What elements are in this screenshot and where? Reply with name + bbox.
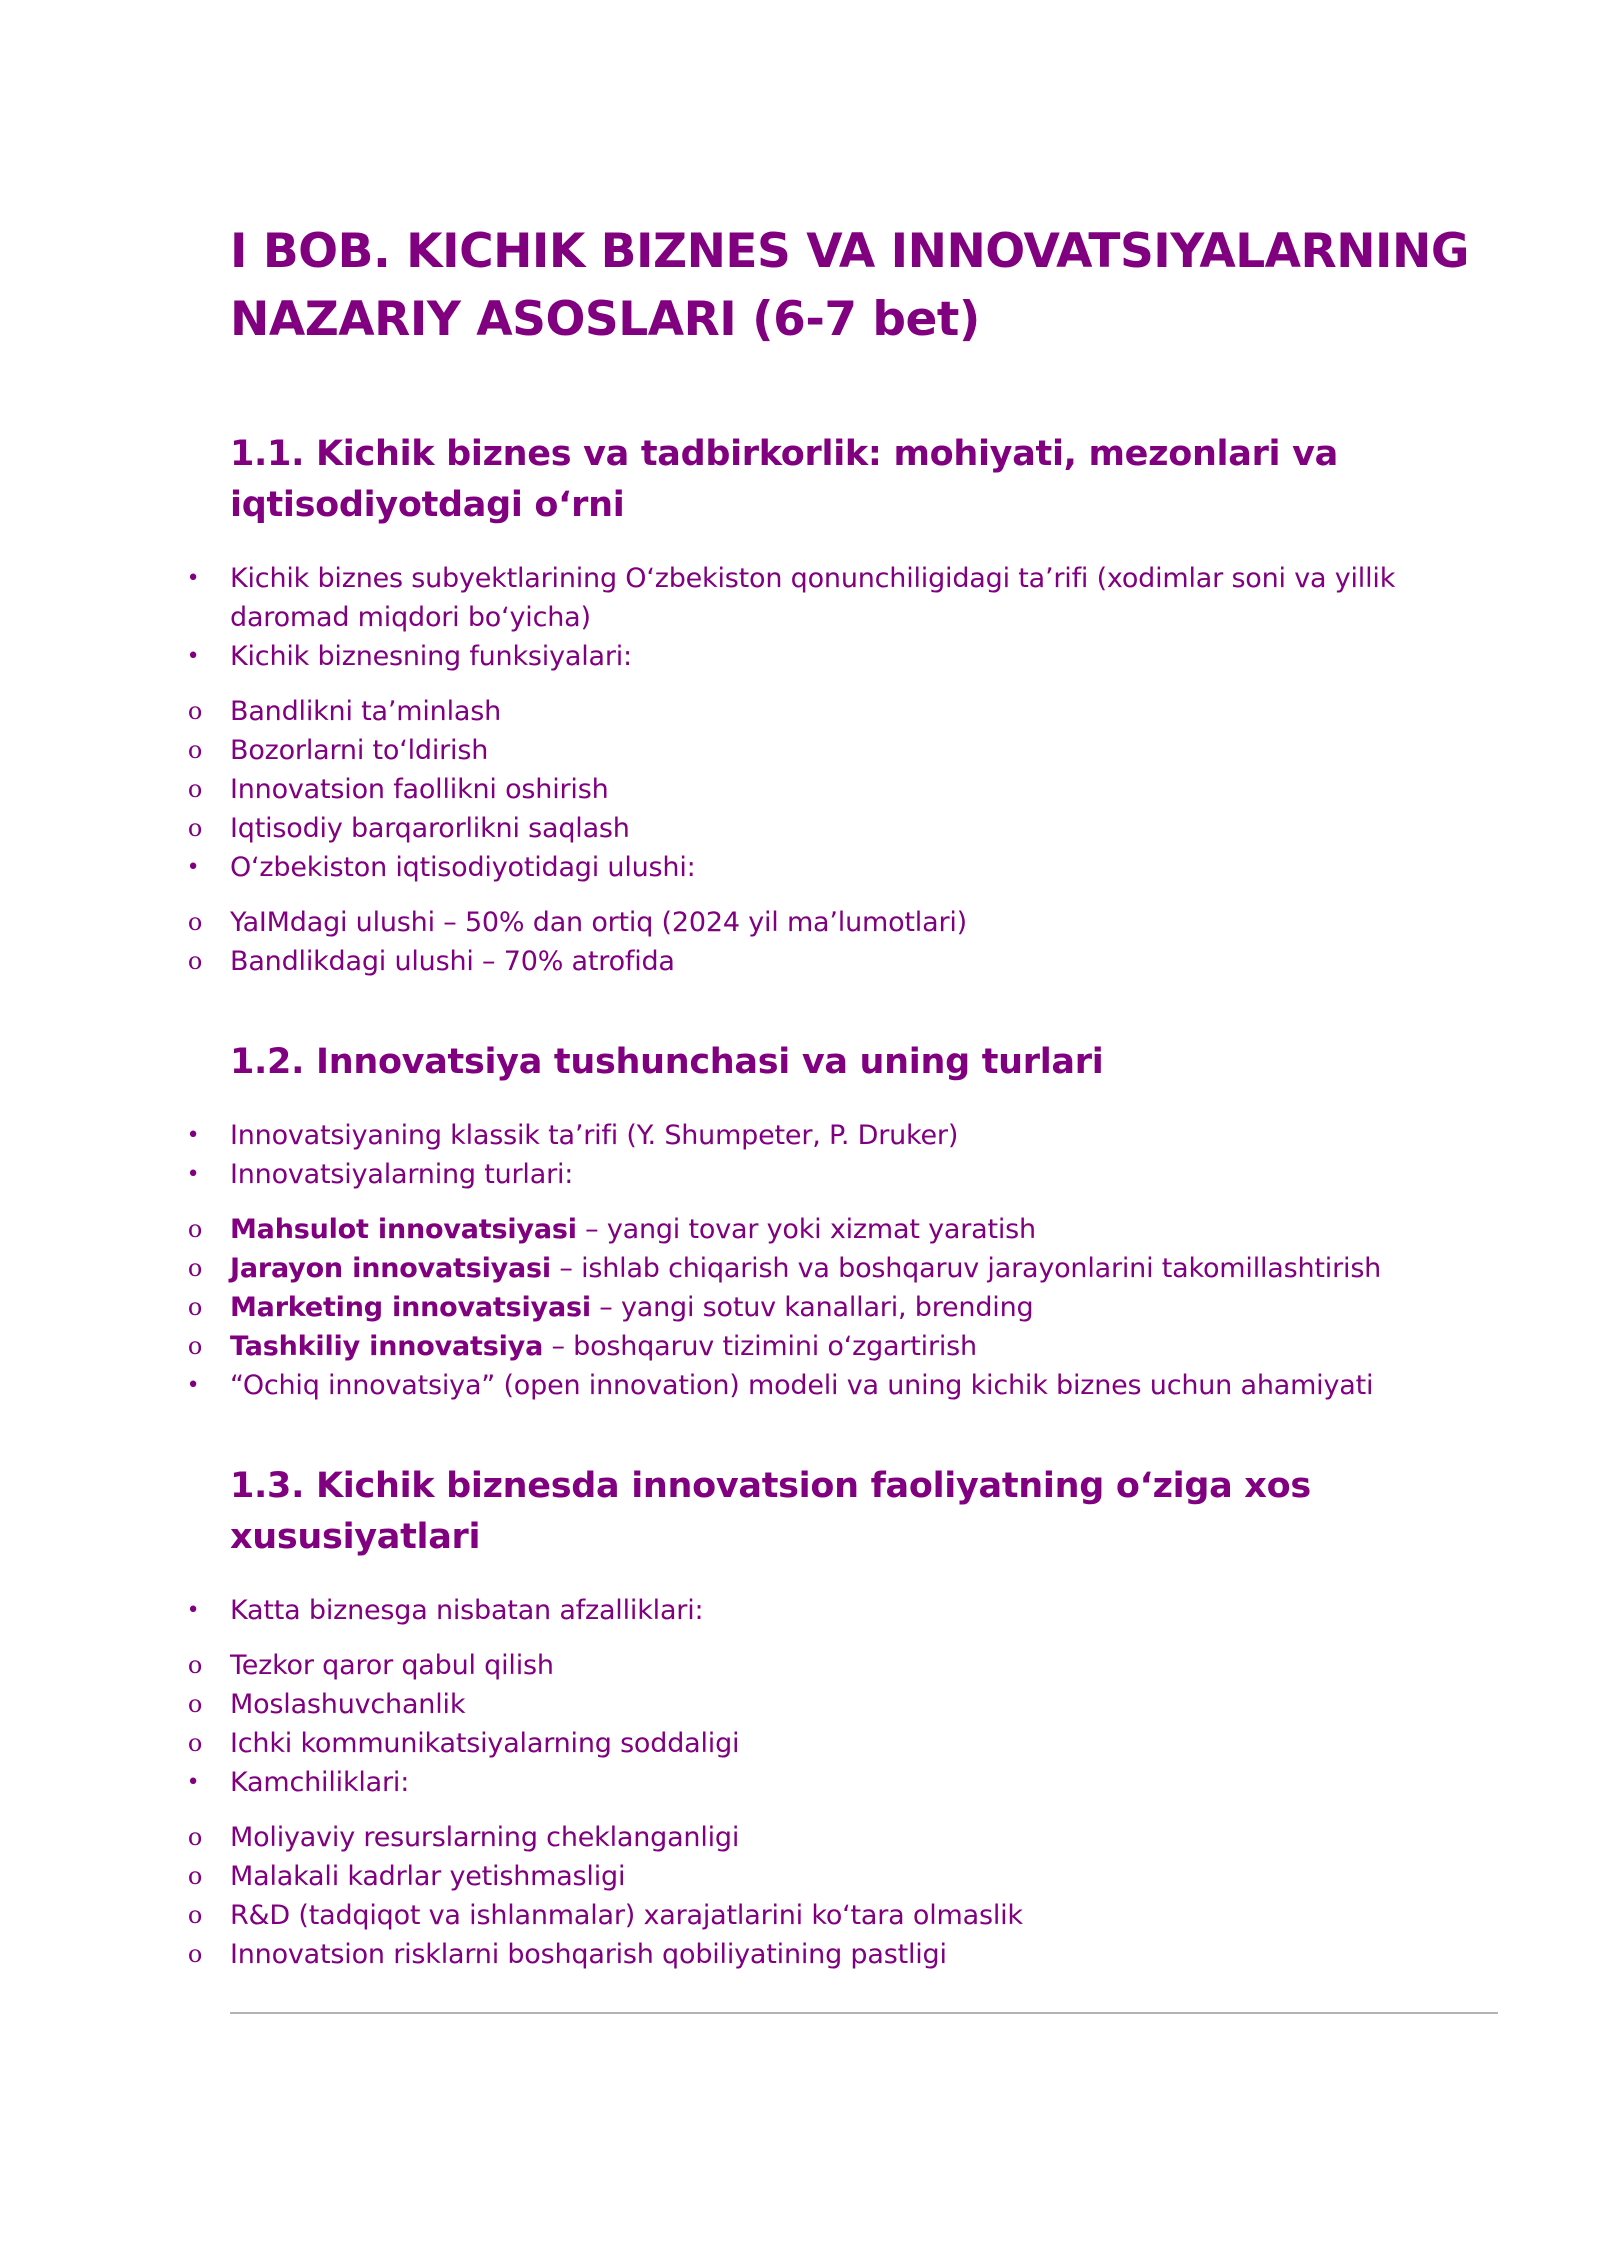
- circle-bullet-icon: o: [187, 1293, 203, 1321]
- item-text: Malakali kadrlar yetishmasligi: [230, 1861, 626, 1892]
- item-text: Oʻzbekiston iqtisodiyotidagi ulushi:: [230, 852, 696, 883]
- circle-bullet-icon: o: [187, 1823, 203, 1851]
- item-text: Innovatsiyaning klassik taʼrifi (Y. Shumpeter, P. Druker): [230, 1120, 959, 1151]
- item-text: Tezkor qaror qabul qilish: [230, 1650, 554, 1681]
- list-item: [186, 848, 1500, 887]
- circle-bullet-icon: o: [187, 947, 203, 975]
- circle-bullet-icon: o: [187, 1862, 203, 1890]
- bullet-icon: •: [186, 566, 200, 591]
- circle-bullet-icon: o: [187, 1940, 203, 1968]
- section-list: [186, 559, 1500, 981]
- sub-list-item: [187, 1896, 1500, 1935]
- item-text: Kichik biznesning funksiyalari:: [230, 641, 632, 672]
- sub-list-item: [187, 1724, 1500, 1763]
- circle-bullet-icon: o: [187, 908, 203, 936]
- item-text: Iqtisodiy barqarorlikni saqlash: [230, 813, 630, 844]
- circle-bullet-icon: o: [187, 1332, 203, 1360]
- item-term: Jarayon innovatsiyasi: [230, 1253, 551, 1284]
- sub-list-item: [187, 1685, 1500, 1724]
- section-heading: 1.3. Kichik biznesda innovatsion faoliyatning oʻziga xos xususiyatlari: [230, 1466, 1311, 1557]
- sections-container: [186, 429, 1500, 1974]
- item-text: YaIMdagi ulushi – 50% dan ortiq (2024 yil maʼlumotlari): [230, 907, 967, 938]
- sub-list-item: [187, 1935, 1500, 1974]
- chapter-title: I BOB. KICHIK BIZNES VA INNOVATSIYALARNING NAZARIY ASOSLARI (6-7 bet): [230, 224, 1469, 347]
- circle-bullet-icon: o: [187, 1651, 203, 1679]
- bullet-icon: •: [186, 644, 200, 669]
- list-item: [186, 1155, 1500, 1194]
- sub-list-item: [187, 1288, 1500, 1327]
- item-text: – yangi tovar yoki xizmat yaratish: [576, 1214, 1036, 1245]
- sub-list-item: [187, 731, 1500, 770]
- sub-list-item: [187, 1857, 1500, 1896]
- section-heading: 1.2. Innovatsiya tushunchasi va uning turlari: [230, 1042, 1104, 1082]
- list-item: [186, 1366, 1500, 1405]
- list-item: [186, 1591, 1500, 1630]
- circle-bullet-icon: o: [187, 736, 203, 764]
- item-text: R&D (tadqiqot va ishlanmalar) xarajatlarini koʻtara olmaslik: [230, 1900, 1023, 1931]
- circle-bullet-icon: o: [187, 1254, 203, 1282]
- item-term: Mahsulot innovatsiyasi: [230, 1214, 577, 1245]
- item-text: Bozorlarni toʻldirish: [230, 735, 489, 766]
- sub-list-item: [187, 770, 1500, 809]
- item-text: – ishlab chiqarish va boshqaruv jarayonlarini takomillashtirish: [551, 1253, 1382, 1284]
- item-text: – yangi sotuv kanallari, brending: [590, 1292, 1034, 1323]
- sub-list-item: [187, 1818, 1500, 1857]
- sub-list-item: [187, 942, 1500, 981]
- item-text: Bandlikdagi ulushi – 70% atrofida: [230, 946, 675, 977]
- sub-list-item: [187, 1327, 1500, 1366]
- bullet-icon: •: [186, 1162, 200, 1187]
- item-text: Moslashuvchanlik: [230, 1689, 466, 1720]
- list-item: [186, 559, 1500, 637]
- sub-list-item: [187, 692, 1500, 731]
- document-page: [186, 218, 1500, 1974]
- sub-list-item: [187, 1210, 1500, 1249]
- item-term: Marketing innovatsiyasi: [230, 1292, 591, 1323]
- item-text: Kichik biznes subyektlarining Oʻzbekiston qonunchiligidagi taʼrifi (xodimlar soni va yillik daromad miqdori boʻyicha): [230, 563, 1396, 633]
- circle-bullet-icon: o: [187, 775, 203, 803]
- item-text: Katta biznesga nisbatan afzalliklari:: [230, 1595, 704, 1626]
- item-text: Innovatsion faollikni oshirish: [230, 774, 609, 805]
- item-term: Tashkiliy innovatsiya: [230, 1331, 544, 1362]
- item-text: Moliyaviy resurslarning cheklanganligi: [230, 1822, 740, 1853]
- circle-bullet-icon: o: [187, 814, 203, 842]
- list-item: [186, 637, 1500, 676]
- sub-list-item: [187, 903, 1500, 942]
- bullet-icon: •: [186, 1373, 200, 1398]
- list-item: [186, 1763, 1500, 1802]
- item-text: Bandlikni taʼminlash: [230, 696, 502, 727]
- bullet-icon: •: [186, 855, 200, 880]
- bullet-icon: •: [186, 1770, 200, 1795]
- sub-list-item: [187, 1646, 1500, 1685]
- section-heading: 1.1. Kichik biznes va tadbirkorlik: mohiyati, mezonlari va iqtisodiyotdagi oʻrni: [230, 434, 1338, 525]
- sub-list-item: [187, 1249, 1500, 1288]
- item-text: Ichki kommunikatsiyalarning soddaligi: [230, 1728, 740, 1759]
- section-list: [186, 1591, 1500, 1974]
- bullet-icon: •: [186, 1123, 200, 1148]
- item-text: Innovatsion risklarni boshqarish qobiliyatining pastligi: [230, 1939, 947, 1970]
- circle-bullet-icon: o: [187, 1215, 203, 1243]
- circle-bullet-icon: o: [187, 697, 203, 725]
- item-text: – boshqaruv tizimini oʻzgartirish: [543, 1331, 977, 1362]
- circle-bullet-icon: o: [187, 1729, 203, 1757]
- circle-bullet-icon: o: [187, 1901, 203, 1929]
- sub-list-item: [187, 809, 1500, 848]
- list-item: [186, 1116, 1500, 1155]
- bullet-icon: •: [186, 1598, 200, 1623]
- item-text: Kamchiliklari:: [230, 1767, 410, 1798]
- item-text: Innovatsiyalarning turlari:: [230, 1159, 574, 1190]
- item-text: “Ochiq innovatsiya” (open innovation) modeli va uning kichik biznes uchun ahamiyati: [230, 1370, 1374, 1401]
- section-list: [186, 1116, 1500, 1405]
- horizontal-rule: [230, 2012, 1498, 2014]
- circle-bullet-icon: o: [187, 1690, 203, 1718]
